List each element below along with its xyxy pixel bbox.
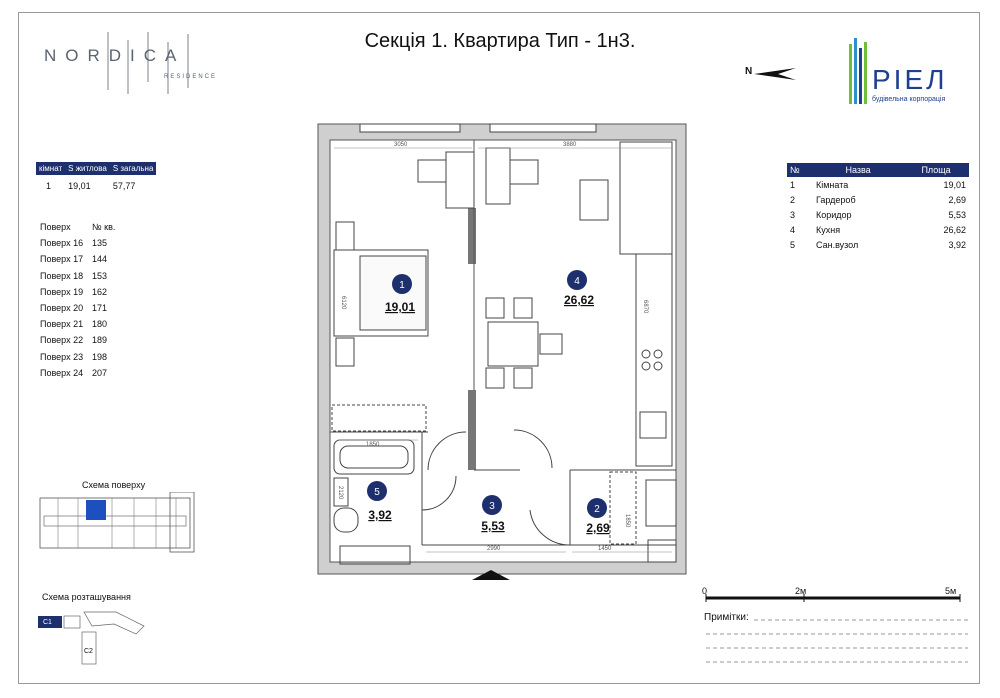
room-4-area: 26,62	[563, 293, 595, 307]
developer-sub: будівельна корпорація	[872, 96, 946, 103]
scale-label: 5м	[945, 586, 957, 596]
page-title: Секція 1. Квартира Тип - 1н3.	[364, 30, 636, 52]
room-4-number: 4	[574, 276, 580, 287]
rooms-header: Назва	[813, 163, 903, 177]
scale-bar	[704, 590, 968, 604]
floor-scheme-title: Схема поверху	[82, 480, 146, 490]
list-item: Поверх 23 198	[40, 351, 108, 362]
table-row: 3 Коридор 5,53	[790, 209, 966, 220]
developer-name: РІЕЛ	[872, 64, 948, 95]
table-row: 1 Кімната 19,01	[790, 179, 966, 190]
list-item: Поверх 17 144	[40, 254, 108, 265]
room-3-area: 5,53	[481, 519, 505, 533]
dim-label: 1450	[598, 546, 612, 552]
room-1-number: 1	[399, 280, 405, 291]
dim-label: 3050	[394, 142, 408, 148]
room-2-area: 2,69	[586, 521, 610, 535]
dim-label: 2990	[487, 546, 501, 552]
site-scheme-title: Схема розташування	[42, 592, 131, 602]
list-item: Поверх 24 207	[40, 367, 108, 378]
summary-total: 57,77	[112, 181, 136, 191]
floor-scheme-diagram	[38, 492, 198, 554]
rooms-header: №	[787, 163, 813, 177]
room-1-area: 19,01	[384, 300, 416, 314]
summary-living: 19,01	[68, 181, 91, 191]
summary-rooms: 1	[46, 181, 52, 191]
table-row: 5 Сан.вузол 3,92	[790, 239, 966, 250]
site-scheme-diagram	[36, 604, 156, 666]
list-item: Поверх 16 135	[40, 238, 108, 249]
site-c1-label: С1	[43, 619, 52, 626]
summary-header: кімнат	[36, 162, 65, 175]
north-label: N	[745, 66, 753, 77]
floors-header: № кв.	[92, 222, 116, 232]
table-row: 4 Кухня 26,62	[790, 224, 966, 235]
room-5-number: 5	[374, 487, 380, 498]
dim-label: 3880	[563, 142, 577, 148]
room-5-area: 3,92	[368, 508, 392, 522]
scale-label: 0	[702, 586, 708, 596]
summary-header: S загальна	[110, 162, 157, 175]
logo-word: NORDICA	[44, 46, 186, 65]
list-item: Поверх 18 153	[40, 270, 108, 281]
rooms-header: Площа	[903, 163, 969, 177]
scale-label: 2м	[795, 586, 807, 596]
logo-sub: RESIDENCE	[164, 74, 218, 80]
list-item: Поверх 20 171	[40, 303, 108, 314]
room-3-number: 3	[489, 501, 495, 512]
dim-label: 2120	[337, 486, 343, 500]
dim-label: 1850	[366, 442, 380, 448]
notes-label: Примітки:	[704, 612, 749, 623]
list-item: Поверх 19 162	[40, 286, 108, 297]
table-row: 2 Гардероб 2,69	[790, 194, 966, 205]
dim-label: 6120	[340, 296, 346, 310]
room-2-number: 2	[594, 504, 600, 515]
dim-label: 1850	[624, 514, 630, 528]
floors-header: Поверх	[40, 222, 71, 232]
notes-lines	[704, 614, 970, 670]
summary-header: S житлова	[65, 162, 110, 175]
dim-label: 6870	[642, 300, 648, 314]
site-c2-label: С2	[84, 648, 93, 655]
list-item: Поверх 22 189	[40, 335, 108, 346]
list-item: Поверх 21 180	[40, 319, 108, 330]
